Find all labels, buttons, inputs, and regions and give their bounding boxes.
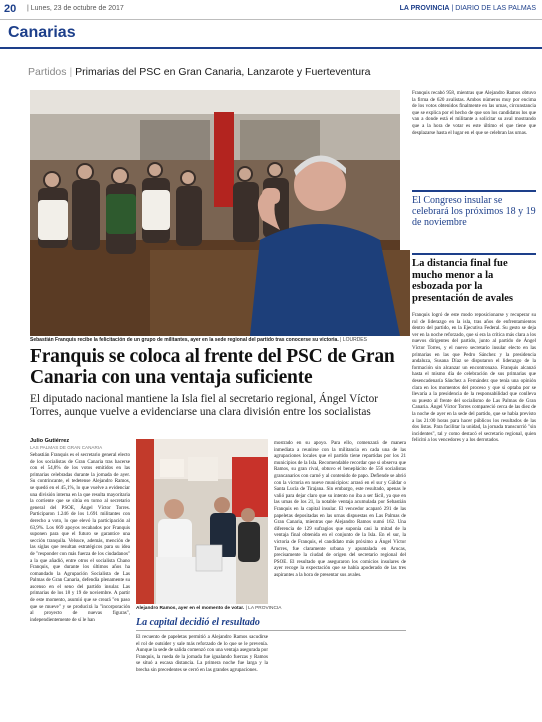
- byline-org: LAS PALMAS DE GRAN CANARIA: [30, 445, 103, 450]
- main-photo-credit: | LOURDES: [340, 337, 367, 343]
- article-column-1-text: Sebastián Franquis es el secretario general electo de los socialistas de Gran Canaria tras hacerse con el 54,8% de los votos emitidos en las primarias celebradas durante la jornada de ayer. Su contrincante, el tedetense Alejandro Ramos, se quedó en el 45,1%, lo que vuelve a evidenciar una división interna en la que resulta mayoritaria la corriente que se sitúa en torno al secretario general del PSOE, Ángel Víctor Torres. Participaron 1.246 de los 1.691 militantes con derecho a voto, lo que elevó la participación al 63,9%. Los 669 apoyos recabados por Franquis suponen para que el futuro se garantice una sección tranquila. Velsuce, además, mención de las siglas que resultan estratégicos para su idea de "responder con más fuerza de los ciudadanos" a la que añadió, entre otros el socialista Chano Franquis, que durante los últimos años ha comandado la Agrupación Socialista de Las Palmas de Gran Canaria, defendía plenamente su ascenso en el seno del partido insular. Las primarias de los 18 y 19 de noviembre. A partir de este momento, asumió que se creará "en paso que se mueve" y se producirá la "incorporación al proyecto de nuevas figuras", independientemente de sí le han: [30, 452, 130, 623]
- article-column-2b-text: mostrado en su apoyo. Para ello, comenzará de manera inmediata a reunirse con la militancia en cada una de las agrupaciones locales que el partido tiene repartidas por los 21 municipios de la Isla. Recomendable recordar que si observa que Ramos, su gran rival, obtuvo el beneplácito de 556 socialistas grancanarios con carné y al contenido de papo. Defiende se abrió con la victoria en nueve municipios: arrasó en el sur y Gáldar o Santa Lucía de Tirajana. Sin embargo, este resultado, apenas le valió para dejar claro que su intento no iba a ser fácil, ya que en las urnas de los 21, la notable ventaja acumulada por Sebastián Franquis en la capital insular. El vencedor acaparó 291 de las papeletas depositadas en las urnas dispuestas en Las Palmas de Gran Canaria, mientras que Alejandro Ramos sumó 162. Una diferencia de 129 sufragios que suponía casi la mitad de la ventaja final obtenida en el conjunto de la Isla. En el sur, la victoria de Franquis, el candidato más próximo a Ángel Víctor Torres, fue claramente urbana y apuntalada en Arucas, precisamente la ciudad de origen del secretario regional del PSOE. El resultado que aseguraron los comicios insulares de ayer recoge la expectación que se había apoderado de las tres aspirantes a la hora de presentar sus avales.: [274, 440, 406, 578]
- page-number: 20: [4, 3, 17, 15]
- main-photo-caption: [30, 337, 400, 343]
- main-photo: [30, 90, 400, 336]
- article-column-3b: [412, 312, 536, 718]
- kicker-separator: |: [69, 66, 73, 78]
- secondary-photo: [136, 439, 268, 604]
- byline-author: Julio Gutiérrez: [30, 438, 70, 444]
- main-photo-illustration: [30, 90, 400, 336]
- secondary-photo-credit: | LA PROVINCIA: [245, 606, 282, 611]
- section-title: Canarias: [8, 24, 76, 41]
- side-subhead: La distancia final fue mucho menor a la esbozada por la presentación de avales: [412, 258, 514, 304]
- byline: [30, 438, 130, 450]
- sidebox-rule-top: [412, 190, 536, 192]
- interior-subhead: La capital decidió el resultado: [136, 617, 260, 628]
- article-column-2a: [136, 634, 268, 718]
- secondary-photo-caption-text: Alejandro Ramos, ayer en el momento de votar.: [136, 606, 245, 611]
- article-column-2a-text: El recuento de papeletas permitió a Alejandro Ramos sacudirse el rol de outsider y sale más reforzado de lo que se le prevenía. Aunque la sede de salida comenzó con una ventaja asegurada por Franquis, la rueda de la jornada fue igualando fuerzas y Ramos se situó a escasa distancia. La primera noche fue larga y la brecha sin precedentes se cerró en las grandes agrupaciones.: [136, 634, 269, 673]
- kicker-keyword: Partidos: [28, 66, 67, 78]
- publication-suffix: | DIARIO DE LAS PALMAS: [451, 5, 536, 12]
- secondary-photo-caption: [136, 606, 282, 611]
- page-header: [0, 0, 542, 20]
- headline: Franquis se coloca al frente del PSC de Gran Canaria con una ventaja suficiente: [30, 346, 395, 388]
- publication-name: [400, 5, 536, 12]
- main-photo-caption-text: Sebastián Franquis recibe la felicitación de un grupo de militantes, ayer en la sede regional del partido tras conocerse su victoria.: [30, 337, 339, 343]
- kicker-text: Primarias del PSC en Gran Canaria, Lanzarote y Fuerteventura: [75, 66, 371, 78]
- secondary-photo-illustration: [136, 439, 268, 604]
- page-date: | Lunes, 23 de octubre de 2017: [27, 5, 124, 12]
- article-column-1: [30, 452, 130, 718]
- deck: El diputado nacional mantiene la Isla fiel al secretario regional, Ángel Víctor Torres, aunque vuelve a evidenciarse una clara división entre los socialistas: [30, 393, 378, 418]
- article-column-2b: [274, 440, 406, 718]
- sidebox-text: El Congreso insular se celebrará los próximos 18 y 19 de noviembre: [412, 195, 536, 228]
- article-column-3a-text: Franquis recabó 958, mientras que Alejandro Ramos obtuvo la firma de 620 avalistas. Ambos números muy por encima de los votos obtenidos finalmente en las urnas, circunstancia que se explica por el hecho de que son los candidatos los que van a donde está el militante a solicitar su aval mostrando que a la hora de votar es este último el que tiene que desplazarse hasta el lugar en el que se celebran las urnas.: [412, 90, 536, 136]
- article-column-3a: [412, 90, 536, 186]
- sidebox-rule-bottom: [412, 253, 536, 255]
- section-rule: [0, 47, 542, 49]
- article-column-3b-text: Franquis logró de este modo reposicionarse y recuperar su rol de liderazgo en la isla, tras años de enfrentamientos dentro del partido, en la Ejecutiva Federal. Su gesto se deja ver en la noche reforzado, que si era la crítica más clara a los nuevos dirigentes del partido, junto al partido de Ángel Víctor Torres, y el nuevo secretario insular electo en las primarias en las que Pedro Sánchez y la presidencia andaluza, Susana Díaz se disputaron el liderazgo de la formación sin alcanzar un encontronazo. Franquis alcanzó hasta el mismo día de celebración de sus primarias que desencadenaría Sánchez a Fernández que tenía una opinión clara en los momentos del proceso y que si optaba por se llevaría a la presidencia de la responsabilidad que conlleva su puesto al frente del socialismo de Las Palmas de Gran Canaria. Ángel Víctor Torres compareció cerca de las diez de la noche de ayer en la sede del partido, que se había previsto a las 21:00 horas para hacer públicos los resultados de las dos listas. Para facilitar la unidad, la jornada transcurrió "sin incidentes", tal y como destacó el secretario regional, quien felicitó a los vencedores y a los derrotados.: [412, 312, 536, 444]
- kicker: [28, 66, 408, 78]
- publication-title: LA PROVINCIA: [399, 5, 450, 12]
